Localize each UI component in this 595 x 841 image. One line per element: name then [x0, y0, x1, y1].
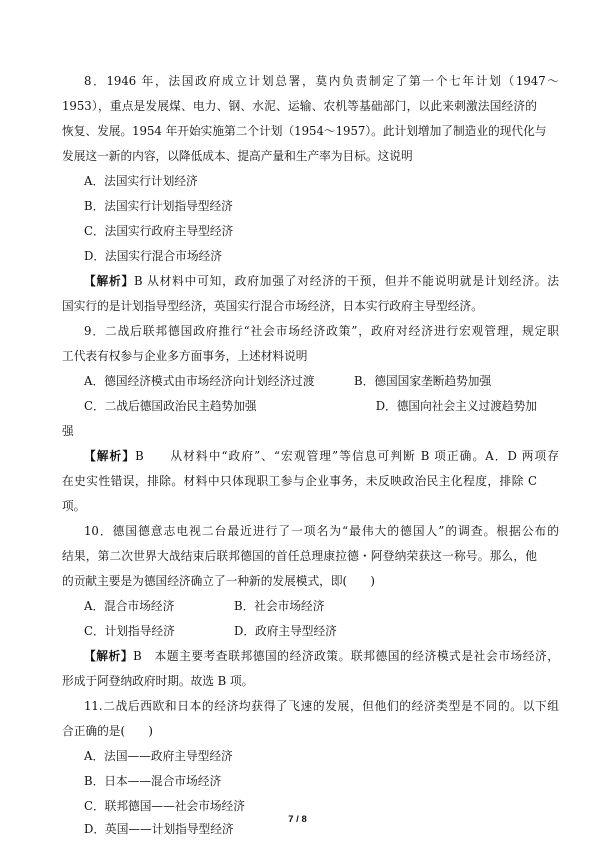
q9-options-row-1 — [84, 373, 559, 389]
q9-analysis-line: 在史实性错误，排除。材料中只体现职工参与企业事务，未反映政治民主化程度，排除 C — [62, 474, 537, 488]
q10-options-row-1 — [84, 598, 559, 614]
q11-option-d: D．英国——计划指导型经济 — [84, 822, 234, 836]
q10-analysis-line: 形成于阿登纳政府时期。故选 B 项。 — [62, 674, 254, 688]
q8-option-c: C．法国实行政府主导型经济 — [84, 224, 234, 238]
q9-stem-line: 9．二战后联邦德国政府推行“社会市场经济政策”，政府对经济进行宏观管理，规定职 — [84, 324, 559, 338]
q8-stem-line: 恢复、发展。1954 年开始实施第二个计划（1954～1957）。此计划增加了制造业的现代化与 — [62, 124, 547, 138]
q8-option-b: B．法国实行计划指导型经济 — [84, 199, 233, 213]
q11-stem-line: 合正确的是( ) — [62, 724, 153, 738]
q10-analysis-line — [84, 648, 559, 664]
q9-option-a: A．德国经济模式由市场经济向计划经济过渡 — [84, 374, 315, 388]
q11-option-b: B．日本——混合市场经济 — [84, 774, 222, 788]
q8-option-d: D．法国实行混合市场经济 — [84, 249, 222, 263]
q9-stem-line: 工代表有权参与企业多方面事务，上述材料说明 — [62, 349, 308, 363]
q11-stem-line: 11.二战后西欧和日本的经济均获得了飞速的发展，但他们的经济类型是不同的。以下组 — [84, 699, 559, 713]
q8-option-a: A．法国实行计划经济 — [84, 174, 198, 188]
q9-option-b: B．德国国家垄断趋势加强 — [354, 374, 492, 388]
q10-stem-line: 的贡献主要是为德国经济确立了一种新的发展模式，即( ) — [62, 574, 375, 588]
q10-analysis-text: B 本题主要考查联邦德国的经济政策。联邦德国的经济模式是社会市场经济， — [133, 649, 559, 663]
q9-options-row-2 — [84, 398, 559, 414]
q10-option-b: B．社会市场经济 — [234, 599, 325, 613]
q9-analysis-line — [84, 448, 559, 464]
q10-option-a: A．混合市场经济 — [84, 599, 175, 613]
q10-option-d: D．政府主导型经济 — [234, 624, 337, 638]
q10-stem-line: 10．德国德意志电视二台最近进行了一项名为“最伟大的德国人”的调查。根据公布的 — [84, 524, 559, 538]
q8-stem-line: 发展这一新的内容，以降低成本、提高产量和生产率为目标。这说明 — [62, 149, 413, 163]
q8-analysis-tag: 【解析】 — [84, 274, 135, 288]
q10-stem-line: 结果，第二次世界大战结束后联邦德国的首任总理康拉德・阿登纳荣获这一称号。那么，他 — [62, 549, 537, 563]
page-number: 7 / 8 — [288, 814, 307, 825]
q8-analysis-text: B 从材料中可知，政府加强了对经济的干预，但并不能说明就是计划经济。法 — [134, 274, 559, 288]
q8-analysis-line: 国实行的是计划指导型经济，英国实行混合市场经济，日本实行政府主导型经济。 — [62, 299, 483, 313]
q8-stem-line: 8．1946 年，法国政府成立计划总署，莫内负责制定了第一个七年计划（1947～ — [84, 74, 559, 88]
q11-option-a: A．法国——政府主导型经济 — [84, 749, 233, 763]
q10-option-c: C．计划指导经济 — [84, 624, 175, 638]
q10-analysis-tag: 【解析】 — [84, 649, 134, 663]
q9-analysis-tag: 【解析】 — [84, 449, 136, 463]
q9-option-d-wrap: 强 — [62, 424, 74, 438]
q9-option-c: C．二战后德国政治民主趋势加强 — [84, 399, 257, 413]
q11-option-c: C．联邦德国——社会市场经济 — [84, 799, 245, 813]
q8-analysis-line — [84, 273, 559, 289]
q8-stem-line: 1953），重点是发展煤、电力、钢、水泥、运输、农机等基础部门，以此来刺激法国经济的 — [62, 99, 537, 113]
q9-option-d: D．德国向社会主义过渡趋势加 — [375, 399, 537, 413]
q9-analysis-line: 项。 — [62, 499, 86, 513]
q10-options-row-2 — [84, 623, 559, 639]
q9-analysis-text: B 从材料中“政府”、“宏观管理”等信息可判断 B 项正确。A．D 两项存 — [135, 449, 559, 463]
